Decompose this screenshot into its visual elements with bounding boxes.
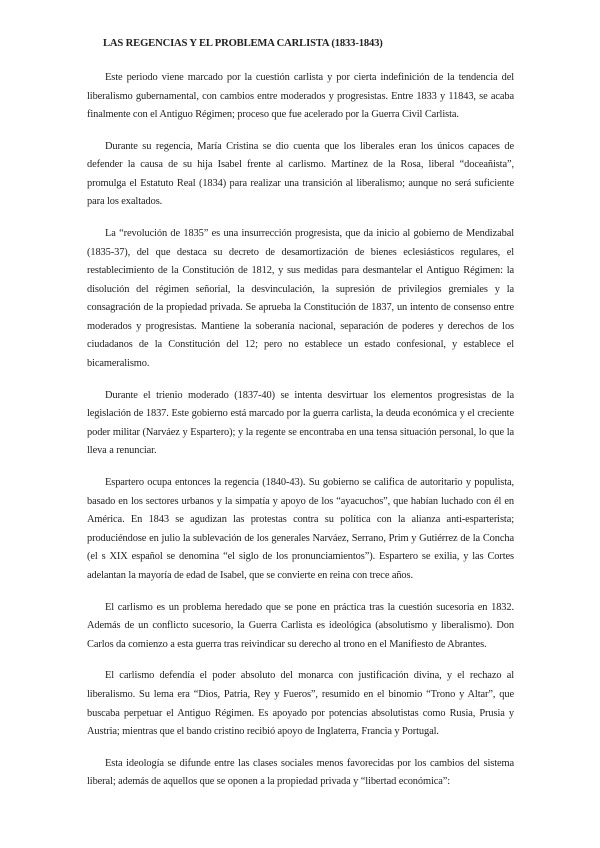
document-title: LAS REGENCIAS Y EL PROBLEMA CARLISTA (1833-1843) — [103, 38, 383, 49]
paragraph-maria-cristina: Durante su regencia, María Cristina se dio cuenta que los liberales eran los únicos capaces de defender la causa de su hija Isabel frente al carlismo. Martínez de la Rosa, liberal “doceañista”, promulga el Estatuto Real (1834) para realizar una transición al liberalismo; aunque no será suficiente para los exaltados. — [87, 140, 514, 208]
paragraph-carlismo-ideologia: El carlismo defendía el poder absoluto del monarca con justificación divina, y el rechazo al liberalismo. Su lema era “Dios, Patria, Rey y Fueros”, resumido en el binomio “Trono y Altar”, que buscaba perpetuar el Antiguo Régimen. Es apoyado por potencias absolutistas como Rusia, Prusia y Austria; mientras que el bando cristino recibió apoyo de Inglaterra, Francia y Portugal. — [87, 670, 514, 738]
paragraph-espartero: Espartero ocupa entonces la regencia (1840-43). Su gobierno se califica de autoritario y populista, basado en los sectores urbanos y la simpatía y apoyo de los “ayacuchos”, que habían luchado con él en América. En 1843 se agudizan las protestas contra su política con la alianza anti-esparterista; produciéndose en julio la sublevación de los generales Narváez, Serrano, Prim y Gutiérrez de la Concha (el s XIX español se denomina “el siglo de los pronunciamientos”). Espartero se exilia, y las Cortes adelantan la mayoría de edad de Isabel, que se convierte en reina con trece años. — [87, 477, 514, 581]
paragraph-trienio-moderado: Durante el trienio moderado (1837-40) se intenta desvirtuar los elementos progresistas de la legislación de 1837. Este gobierno está marcado por la guerra carlista, la deuda económica y el creciente poder militar (Narváez y Espartero); y la regente se encontraba en una tensa situación personal, lo que la lleva a renunciar. — [87, 389, 514, 457]
document-body — [87, 69, 514, 805]
paragraph-revolucion-1835: La “revolución de 1835” es una insurrección progresista, que da inicio al gobierno de Mendizabal (1835-37), del que destaca su decreto de desamortización de bienes eclesiásticos regulares, el restablecimiento de la Constitución de 1812, y sus medidas para desmantelar el Antiguo Régimen: la disolución del régimen señorial, la desvinculación, la supresión de privilegios gremiales y la consagración de la propiedad privada. Se aprueba la Constitución de 1837, un intento de consenso entre moderados y progresistas. Mantiene la soberanía nacional, separación de poderes y derechos de los ciudadanos de la Constitución del 12; pero no establece un estado confesional, y establece el bicameralismo. — [87, 228, 514, 370]
paragraph-carlismo-difusion: Esta ideología se difunde entre las clases sociales menos favorecidas por los cambios del sistema liberal; además de aquellos que se oponen a la propiedad privada y “libertad económica”: — [87, 757, 514, 788]
paragraph-intro: Este periodo viene marcado por la cuestión carlista y por cierta indefinición de la tendencia del liberalismo gubernamental, con cambios entre moderados y progresistas. Entre 1833 y 11843, se acaba finalmente con el Antiguo Régimen; proceso que fue acelerado por la Guerra Civil Carlista. — [87, 72, 514, 121]
paragraph-carlismo-origen: El carlismo es un problema heredado que se pone en práctica tras la cuestión sucesoria en 1832. Además de un conflicto sucesorio, la Guerra Carlista es ideológica (absolutismo y liberalismo). Don Carlos da comienzo a esta guerra tras reivindicar su derecho al trono en el Manifiesto de Abrantes. — [87, 601, 514, 650]
